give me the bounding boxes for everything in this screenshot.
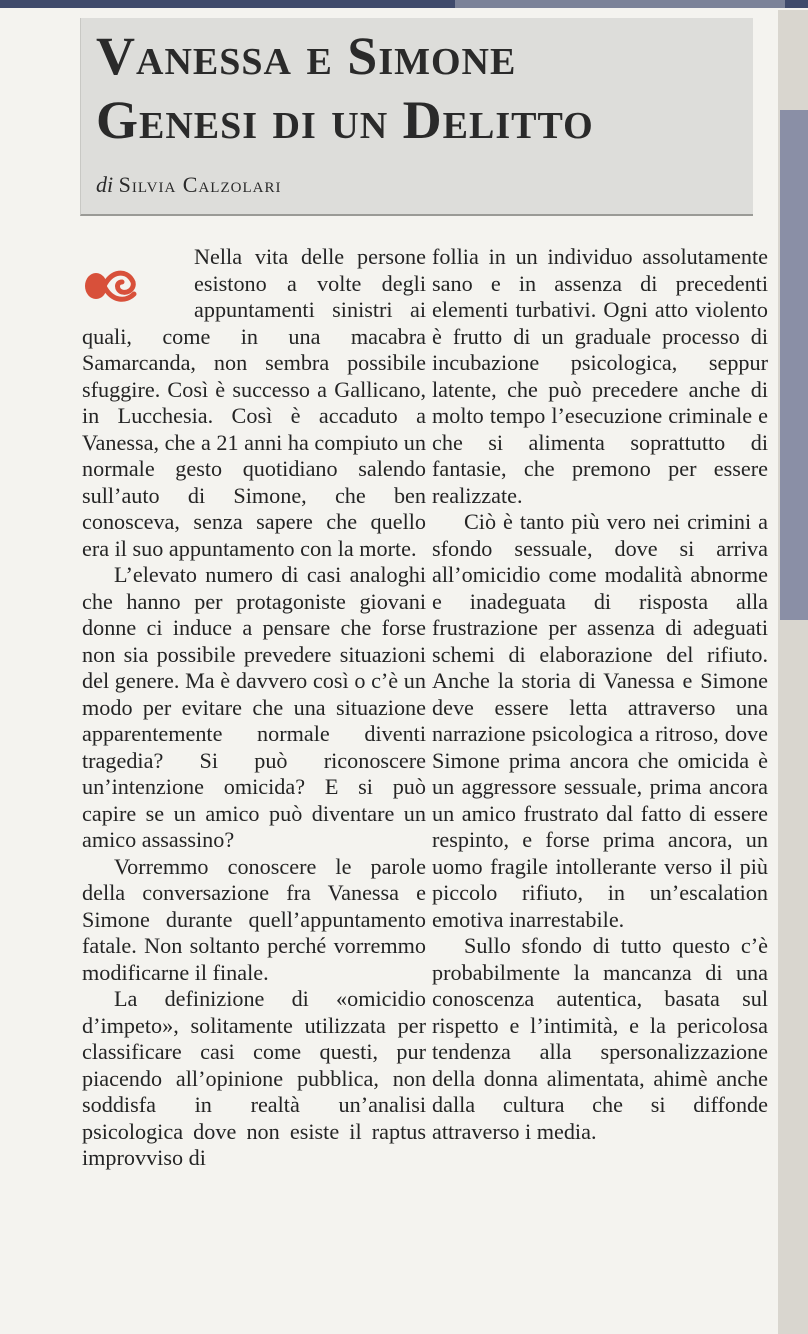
column-right <box>432 244 768 1145</box>
title-line-1: Vanessa e Simone <box>96 26 517 86</box>
paragraph-4: La definizione di «omicidio d’impeto», solitamente utilizzata per classificare casi come questi, pur piacendo all’opinione pubblica, non soddisfa in realtà un’analisi psicologica dove non esiste il raptus improvviso di <box>82 986 426 1170</box>
ornament-icon <box>82 266 146 306</box>
paragraph-1-text: Nella vita delle persone esistono a volte degli appuntamenti sinistri ai quali, come in una macabra Samarcanda, non sembra possibile sfuggire. Così è successo a Gallicano, in Lucchesia. Così è accaduto a Vanessa, che a 21 anni ha compiuto un normale gesto quotidiano salendo sull’auto di Simone, che ben conosceva, senza sapere che quello era il suo appuntamento con la morte. <box>82 244 426 561</box>
article-title <box>96 24 756 152</box>
paragraph-6: Sullo sfondo di tutto questo c’è probabilmente la mancanza di una conoscenza autentica, basata sul rispetto e l’intimità, e la pericolosa tendenza alla spersonalizzazione della donna alimentata, ahimè anche dalla cultura che si diffonde attraverso i media. <box>432 933 768 1144</box>
paragraph-4-continued: follia in un individuo assolutamente sano e in assenza di precedenti elementi turbativi. Ogni atto violento è frutto di un graduale processo di incubazione psicologica, seppur latente, che può precedere anche di molto tempo l’esecuzione criminale e che si alimenta soprattutto di fantasie, che premono per essere realizzate. <box>432 244 768 508</box>
paragraph-5: Ciò è tanto più vero nei crimini a sfondo sessuale, dove si arriva all’omicidio come modalità abnorme e inadeguata di risposta alla frustrazione per assenza di adeguati schemi di elaborazione del rifiuto. Anche la storia di Vanessa e Simone deve essere letta attraverso una narrazione psicologica a ritroso, dove Simone prima ancora che omicida è un aggressore sessuale, prima ancora un amico frustrato dal fatto di essere respinto, e forse prima ancora, un uomo fragile intollerante verso il più piccolo rifiuto, in un’escalation emotiva inarrestabile. <box>432 509 768 932</box>
drop-ornament <box>82 244 194 314</box>
byline <box>96 172 496 198</box>
paragraph-1 <box>82 244 426 562</box>
adjacent-page-image <box>780 110 808 620</box>
paragraph-3: Vorremmo conoscere le parole della conversazione fra Vanessa e Simone durante quell’appuntamento fatale. Non soltanto perché vorremmo modificarne il finale. <box>82 853 426 985</box>
top-bar-accent <box>455 0 785 8</box>
byline-prefix: di <box>96 172 114 197</box>
column-left <box>82 244 426 1172</box>
paragraph-2: L’elevato numero di casi analoghi che hanno per protagoniste giovani donne ci induce a pensare che forse non sia possibile prevedere situazioni del genere. Ma è davvero così o c’è un modo per evitare che una situazione apparentemente normale diventi tragedia? Si può riconoscere un’intenzione omicida? E si può capire se un amico può diventare un amico assassino? <box>82 562 426 852</box>
title-line-2: Genesi di un Delitto <box>96 90 594 150</box>
author-name: Silvia Calzolari <box>118 172 282 197</box>
